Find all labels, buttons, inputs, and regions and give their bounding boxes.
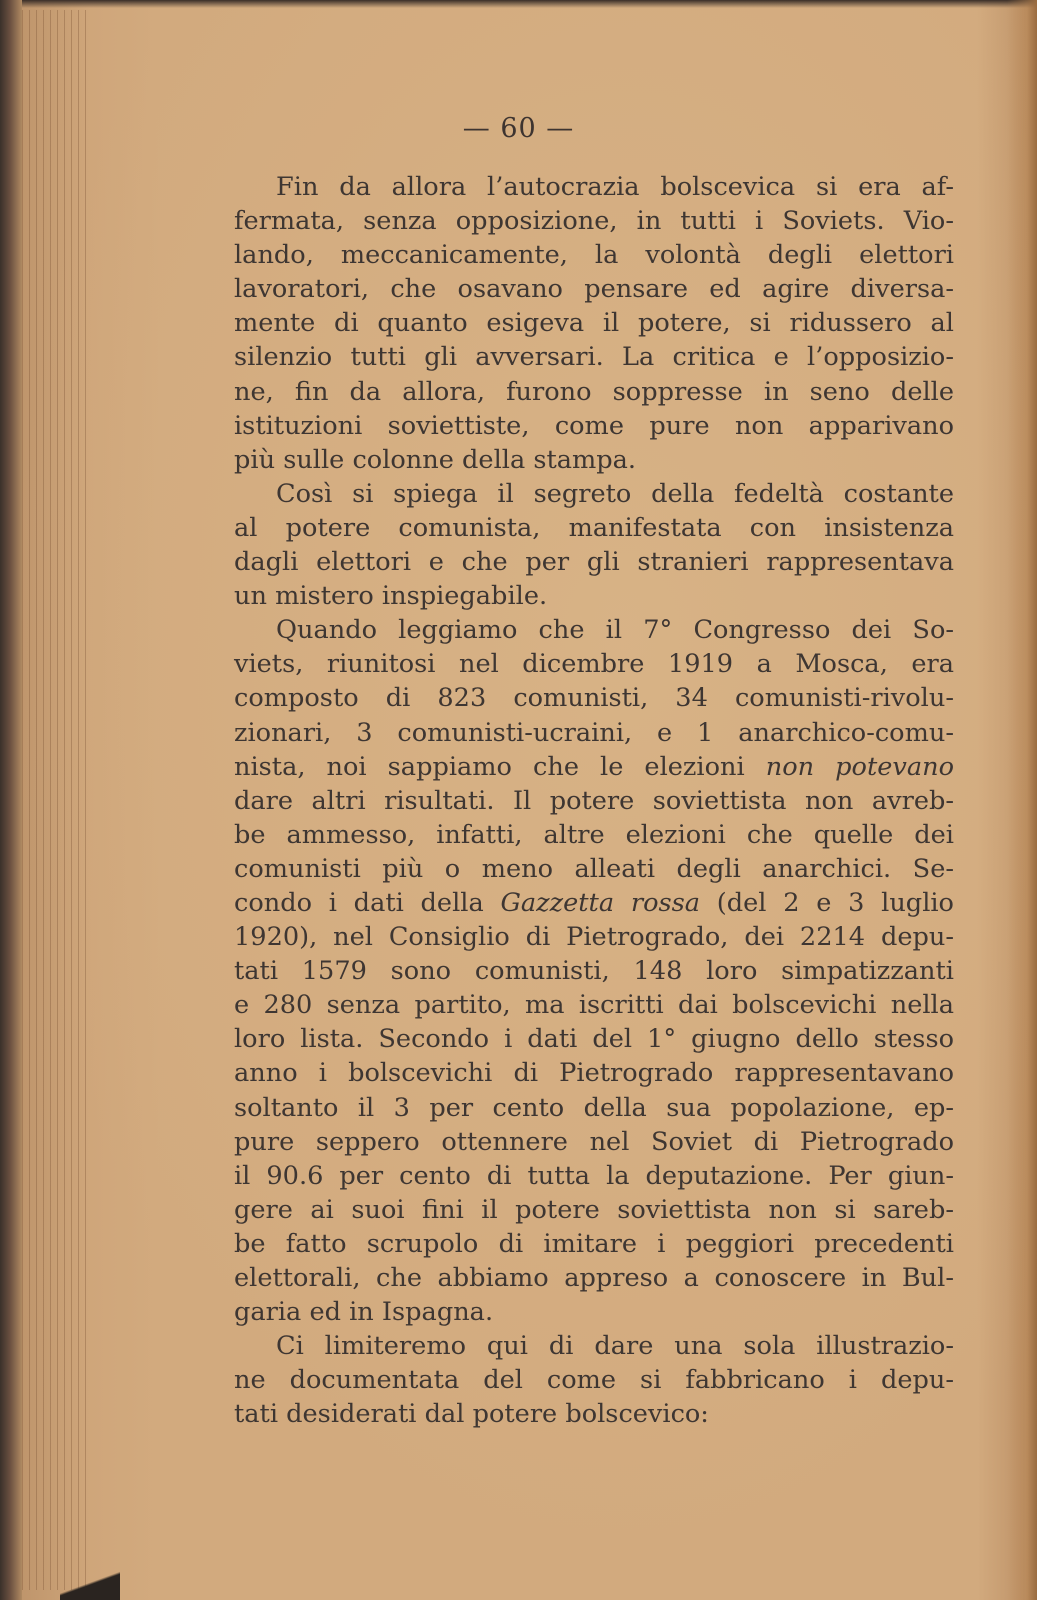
text-line: istituzioni soviettiste, come pure non apparivano bbox=[234, 410, 954, 441]
bottom-corner bbox=[60, 1570, 120, 1600]
text-line bbox=[234, 750, 954, 784]
text-line: Così si spiega il segreto della fedeltà costante bbox=[276, 478, 954, 509]
text-line: 1920), nel Consiglio di Pietrogrado, dei 2214 depu- bbox=[234, 922, 954, 953]
text-line: dagli elettori e che per gli stranieri rappresentava bbox=[234, 547, 954, 578]
page-edges bbox=[22, 10, 92, 1590]
page-number: — 60 — bbox=[462, 113, 575, 144]
text-line: silenzio tutti gli avversari. La critica e l’opposizio- bbox=[234, 342, 954, 373]
text-line: be ammesso, infatti, altre elezioni che quelle dei bbox=[234, 819, 954, 850]
text-line: elettorali, che abbiamo appreso a conoscere in Bul- bbox=[234, 1263, 954, 1293]
body-text bbox=[234, 170, 954, 1431]
text-line: comunisti più o meno alleati degli anarchici. Se- bbox=[234, 853, 954, 884]
right-page-edge bbox=[1007, 0, 1037, 1600]
italic-text: Gazzetta rossa bbox=[500, 887, 701, 918]
text-line: mente di quanto esigeva il potere, si ridussero al bbox=[234, 308, 954, 339]
text-line: ne documentata del come si fabbricano i depu- bbox=[234, 1365, 954, 1396]
text-line: Ci limiteremo qui di dare una sola illustrazio- bbox=[276, 1331, 954, 1362]
text-line: Fin da allora l’autocrazia bolscevica si era af- bbox=[276, 172, 954, 202]
text-segment: nista, noi sappiamo che le elezioni bbox=[234, 751, 766, 782]
text-line: viets, riunitosi nel dicembre 1919 a Mosca, era bbox=[234, 649, 954, 680]
text-line: be fatto scrupolo di imitare i peggiori precedenti bbox=[234, 1228, 954, 1259]
text-line: più sulle colonne della stampa. bbox=[234, 444, 637, 475]
book-spine bbox=[0, 0, 22, 1600]
text-line: gere ai suoi fini il potere soviettista non si sareb- bbox=[234, 1194, 954, 1225]
text-line: anno i bolscevichi di Pietrogrado rappresentavano bbox=[234, 1058, 954, 1089]
text-line: soltanto il 3 per cento della sua popolazione, ep- bbox=[234, 1092, 954, 1123]
text-segment: condo i dati della bbox=[234, 887, 501, 918]
text-line: loro lista. Secondo i dati del 1° giugno dello stesso bbox=[234, 1024, 954, 1055]
text-line: dare altri risultati. Il potere soviettista non avreb- bbox=[234, 785, 954, 816]
text-line bbox=[234, 886, 954, 920]
italic-text: non potevano bbox=[765, 751, 954, 782]
text-line: zionari, 3 comunisti-ucraini, e 1 anarchico-comu- bbox=[234, 717, 954, 748]
text-line: il 90.6 per cento di tutta la deputazione. Per giun- bbox=[234, 1160, 954, 1191]
text-line: tati desiderati dal potere bolscevico: bbox=[234, 1399, 709, 1430]
text-segment: (del 2 e 3 luglio bbox=[700, 887, 954, 918]
text-line: Quando leggiamo che il 7° Congresso dei So- bbox=[276, 615, 954, 646]
text-line: e 280 senza partito, ma iscritti dai bolscevichi nella bbox=[234, 990, 954, 1021]
text-line: lando, meccanicamente, la volontà degli elettori bbox=[234, 240, 954, 271]
text-line: un mistero inspiegabile. bbox=[234, 581, 548, 612]
text-line: ne, fin da allora, furono soppresse in seno delle bbox=[234, 376, 954, 407]
text-line: tati 1579 sono comunisti, 148 loro simpatizzanti bbox=[234, 956, 954, 987]
text-line: pure seppero ottennere nel Soviet di Pietrogrado bbox=[234, 1126, 954, 1157]
top-shadow bbox=[0, 0, 1037, 8]
text-line: composto di 823 comunisti, 34 comunisti-rivolu- bbox=[234, 683, 954, 714]
text-line: al potere comunista, manifestata con insistenza bbox=[234, 512, 954, 543]
text-line: garia ed in Ispagna. bbox=[234, 1297, 494, 1328]
text-line: fermata, senza opposizione, in tutti i Soviets. Vio- bbox=[234, 206, 954, 237]
text-line: lavoratori, che osavano pensare ed agire diversa- bbox=[234, 274, 954, 305]
